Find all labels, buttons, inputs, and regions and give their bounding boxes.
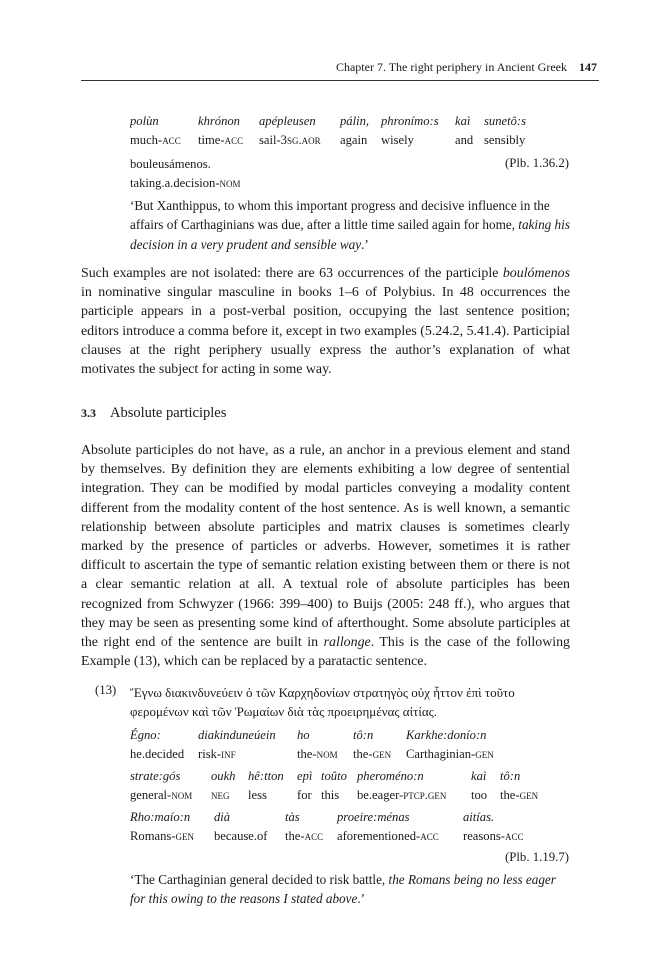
- gloss-source-word: phronímo:s: [381, 114, 439, 128]
- gloss-column: [340, 112, 369, 150]
- greek-line: Ἔγνω διακινδυνεύειν ὁ τῶν Καρχηδονίων στρατηγὸς οὐχ ἧττον ἐπὶ τοῦτο: [130, 685, 515, 700]
- example-13-source: (Plb. 1.19.7): [505, 850, 569, 864]
- gloss-source-word: toûto: [321, 769, 347, 783]
- gloss-source-word: khrónon: [198, 114, 240, 128]
- gloss-column: [198, 112, 243, 150]
- gloss-column: [130, 808, 194, 846]
- gloss-source-word: bouleusámenos.: [130, 157, 211, 171]
- gloss-translation: wisely: [381, 133, 414, 147]
- gloss-translation: the-nom: [297, 747, 338, 761]
- gloss-translation: sensibly: [484, 133, 526, 147]
- gloss-translation: the-gen: [353, 747, 392, 761]
- gloss-column: [297, 726, 338, 764]
- gloss-source-word: diakinduneúein: [198, 728, 276, 742]
- gloss-column: [353, 726, 391, 764]
- gloss-column: [285, 808, 323, 846]
- gloss-column: [211, 767, 235, 805]
- gloss-translation: time-acc: [198, 133, 244, 147]
- example-13-translation: ‘The Carthaginian general decided to risk battle, the Romans being no less eager for this owing to the reasons I stated above.’: [130, 872, 556, 907]
- gloss-translation: the-acc: [285, 829, 324, 843]
- gloss-source-word: oukh: [211, 769, 236, 783]
- gloss-column: [248, 767, 284, 805]
- gloss-translation: for: [297, 788, 312, 802]
- gloss-translation: he.decided: [130, 747, 185, 761]
- gloss-source-word: sunetô:s: [484, 114, 526, 128]
- section-number: 3.3: [81, 406, 96, 420]
- gloss-column: [198, 726, 276, 764]
- example-12-source: (Plb. 1.36.2): [505, 156, 569, 170]
- gloss-translation: much-acc: [130, 133, 181, 147]
- gloss-source-word: kaì: [455, 114, 471, 128]
- gloss-translation: general-nom: [130, 788, 193, 802]
- gloss-column: [484, 112, 526, 150]
- gloss-source-word: pálin,: [340, 114, 370, 128]
- gloss-translation: the-gen: [500, 788, 539, 802]
- gloss-translation: taking.a.decision-nom: [130, 176, 241, 190]
- gloss-source-word: pheroméno:n: [357, 769, 424, 783]
- gloss-column: [130, 112, 181, 150]
- gloss-column: [321, 767, 347, 805]
- gloss-column: [297, 767, 312, 805]
- gloss-translation: and: [455, 133, 474, 147]
- paragraph-absolute-participles: Absolute participles do not have, as a rule, an anchor in a previous element and stand by themselves. By definition they are elements exhibiting a low degree of sentential integration. They can be modified by modal particles conveying a modality content different from the modality content of the host sentence. As is well known, a semantic relationship between absolute participles and matrix clauses is sometimes clearly marked by the presence of particles or adverbs. However, sometimes it is rather difficult to ascertain the type of semantic relation existing between them or there is not a clear semantic relation at all. A textual role of absolute participles has been recognized from Schwyzer (1966: 399–400) to Buijs (2005: 248 ff.), who argues that they may be seen as presenting some kind of afterthought. Some absolute participles at the right end of the sentence are built in rallonge. This is the case of the following Example (13), which can be replaced by a paratactic sentence.: [81, 443, 570, 670]
- gloss-translation: be.eager-ptcp.gen: [357, 788, 447, 802]
- gloss-translation: because.of: [214, 829, 268, 843]
- gloss-source-word: tô:n: [500, 769, 521, 783]
- gloss-source-word: proeire:ménas: [337, 810, 410, 824]
- gloss-source-word: Égno:: [130, 728, 161, 742]
- section-title: Absolute participles: [110, 405, 227, 421]
- section-heading: [81, 405, 226, 422]
- gloss-column: [337, 808, 439, 846]
- gloss-translation: reasons-acc: [463, 829, 524, 843]
- gloss-translation: less: [248, 788, 267, 802]
- example-13-label: (13): [95, 683, 117, 697]
- example-13-greek-text: [130, 683, 575, 721]
- greek-line: φερομένων καὶ τῶν Ῥωμαίων διὰ τὰς προειρημένας αἰτίας.: [130, 704, 438, 719]
- gloss-source-word: Rho:maío:n: [130, 810, 191, 824]
- gloss-column: [471, 767, 487, 805]
- gloss-translation: risk-inf: [198, 747, 236, 761]
- gloss-source-word: tô:n: [353, 728, 374, 742]
- gloss-source-word: epì: [297, 769, 313, 783]
- running-title: Chapter 7. The right periphery in Ancient Greek: [335, 60, 567, 74]
- gloss-column: [381, 112, 439, 150]
- paragraph-participle-distribution: Such examples are not isolated: there are 63 occurrences of the participle boulómenos in nominative singular masculine in books 1–6 of Polybius. In 48 occurrences the participle appears in a post-verbal position, occupying the last sentence position; editors introduce a comma before it, except in two examples (5.24.2, 5.41.4). Participial clauses at the right periphery usually express the author’s explanation of what motivates the subject for acting in some way.: [81, 266, 570, 378]
- gloss-source-word: apépleusen: [259, 114, 316, 128]
- gloss-translation: aforementioned-acc: [337, 829, 439, 843]
- gloss-source-word: hê:tton: [248, 769, 284, 783]
- gloss-column: [500, 767, 538, 805]
- gloss-translation: Romans-gen: [130, 829, 194, 843]
- gloss-column: [455, 112, 473, 150]
- gloss-column: [130, 726, 184, 764]
- gloss-word-bouleusamenos: [130, 155, 241, 193]
- gloss-source-word: Karkhe:doníο:n: [406, 728, 487, 742]
- gloss-source-word: strate:gós: [130, 769, 181, 783]
- gloss-column: [214, 808, 268, 846]
- gloss-source-word: tàs: [285, 810, 300, 824]
- gloss-translation: Carthaginian-gen: [406, 747, 494, 761]
- gloss-column: [463, 808, 523, 846]
- gloss-column: [259, 112, 321, 150]
- gloss-column: [130, 767, 192, 805]
- gloss-source-word: polùn: [130, 114, 159, 128]
- example-12-translation: ‘But Xanthippus, to whom this important progress and decisive influence in the affairs of Carthaginians was due, after a little time sailed again for home, taking his decision in a very prudent and sensible way.’: [130, 198, 570, 252]
- gloss-source-word: aitías.: [463, 810, 495, 824]
- gloss-translation: too: [471, 788, 488, 802]
- gloss-column: [357, 767, 446, 805]
- gloss-translation: this: [321, 788, 340, 802]
- gloss-column: [406, 726, 494, 764]
- gloss-source-word: kaì: [471, 769, 487, 783]
- running-header: [81, 58, 599, 81]
- gloss-translation: neg: [211, 788, 230, 802]
- page-number: 147: [579, 60, 597, 74]
- gloss-translation: sail-3sg.aor: [259, 133, 321, 147]
- gloss-translation: again: [340, 133, 368, 147]
- gloss-source-word: ho: [297, 728, 310, 742]
- gloss-source-word: dià: [214, 810, 231, 824]
